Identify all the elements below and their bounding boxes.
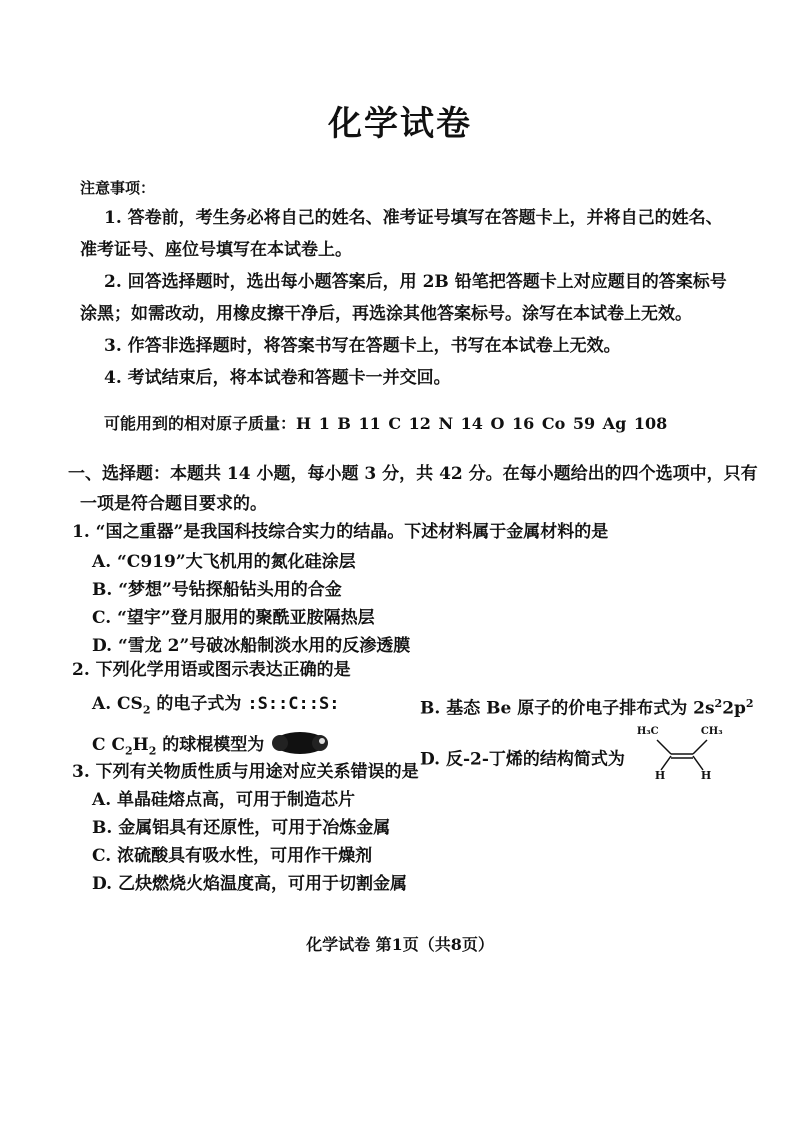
electron-formula: :S::C::S: [247,694,340,714]
section-1-heading-line-2: 一项是符合题目要求的。 [80,494,267,514]
option-a-text: 的电子式为 [150,694,248,714]
option-c-subscript-2: 2 [148,744,157,758]
trans-2-butene-structure [637,726,727,786]
notice-item-1-line-2: 准考证号、座位号填写在本试卷上。 [80,240,352,260]
option-b-superscript-1: 2 [714,697,723,710]
question-2-option-d [420,726,727,790]
ball-and-stick-model-image [270,730,330,761]
section-1-heading-line-1: 一、选择题：本题共 14 小题，每小题 3 分，共 42 分。在每小题给出的四个选项中，只有 [68,464,758,484]
question-3-option-c: C. 浓硫酸具有吸水性，可用作干燥剂 [92,846,373,866]
notice-item-1-line-1: 1. 答卷前，考生务必将自己的姓名、准考证号填写在答题卡上，并将自己的姓名、 [104,208,723,228]
h-left-label: H [654,769,666,782]
question-1-option-b: B. “梦想”号钻探船钻头用的合金 [92,580,342,600]
option-c-formula-text: C C [92,735,125,755]
question-3-option-a: A. 单晶硅熔点高，可用于制造芯片 [92,790,356,810]
option-d-text: D. 反-2-丁烯的结构简式为 [420,749,625,770]
h-right-label: H [700,769,712,782]
ch3-left-label: H₃C [636,726,659,737]
question-2-option-c [92,730,330,761]
ch3-right-label: CH₃ [700,726,723,737]
atomic-masses: 可能用到的相对原子质量：H 1 B 11 C 12 N 14 O 16 Co 59 Ag 108 [104,414,668,433]
option-b-text: B. 基态 Be 原子的价电子排布式为 2s [420,698,715,719]
question-2-option-b [420,694,754,719]
question-1-stem: 1. “国之重器”是我国科技综合实力的结晶。下述材料属于金属材料的是 [72,522,609,542]
page-footer: 化学试卷 第1页（共8页） [306,935,494,954]
question-1-option-c: C. “望宇”登月服用的聚酰亚胺隔热层 [92,608,375,628]
notice-item-4: 4. 考试结束后，将本试卷和答题卡一并交回。 [104,368,451,388]
notice-item-2-line-1: 2. 回答选择题时，选出每小题答案后，用 2B 铅笔把答题卡上对应题目的答案标号 [104,272,727,292]
question-3-option-b: B. 金属铝具有还原性，可用于冶炼金属 [92,818,391,838]
question-3-stem: 3. 下列有关物质性质与用途对应关系错误的是 [72,762,419,782]
option-a-subscript: 2 [142,703,151,717]
option-c-subscript-1: 2 [124,744,133,758]
question-2-stem: 2. 下列化学用语或图示表达正确的是 [72,660,351,680]
option-c-text: 的球棍模型为 [156,735,265,755]
question-1-option-a: A. “C919”大飞机用的氮化硅涂层 [92,552,356,572]
option-b-orbital: 2p [722,698,746,719]
question-3-option-d: D. 乙炔燃烧火焰温度高，可用于切割金属 [92,874,407,894]
question-1-option-d: D. “雪龙 2”号破冰船制淡水用的反渗透膜 [92,636,411,656]
option-b-superscript-2: 2 [745,697,754,710]
notice-item-2-line-2: 涂黑；如需改动，用橡皮擦干净后，再选涂其他答案标号。涂写在本试卷上无效。 [80,304,692,324]
option-a-formula-text: A. CS [92,694,143,714]
notice-label: 注意事项： [80,179,156,197]
question-2-option-a [92,694,339,720]
page-title: 化学试卷 [328,104,472,144]
option-c-h: H [132,735,149,755]
notice-item-3: 3. 作答非选择题时，将答案书写在答题卡上，书写在本试卷上无效。 [104,336,621,356]
